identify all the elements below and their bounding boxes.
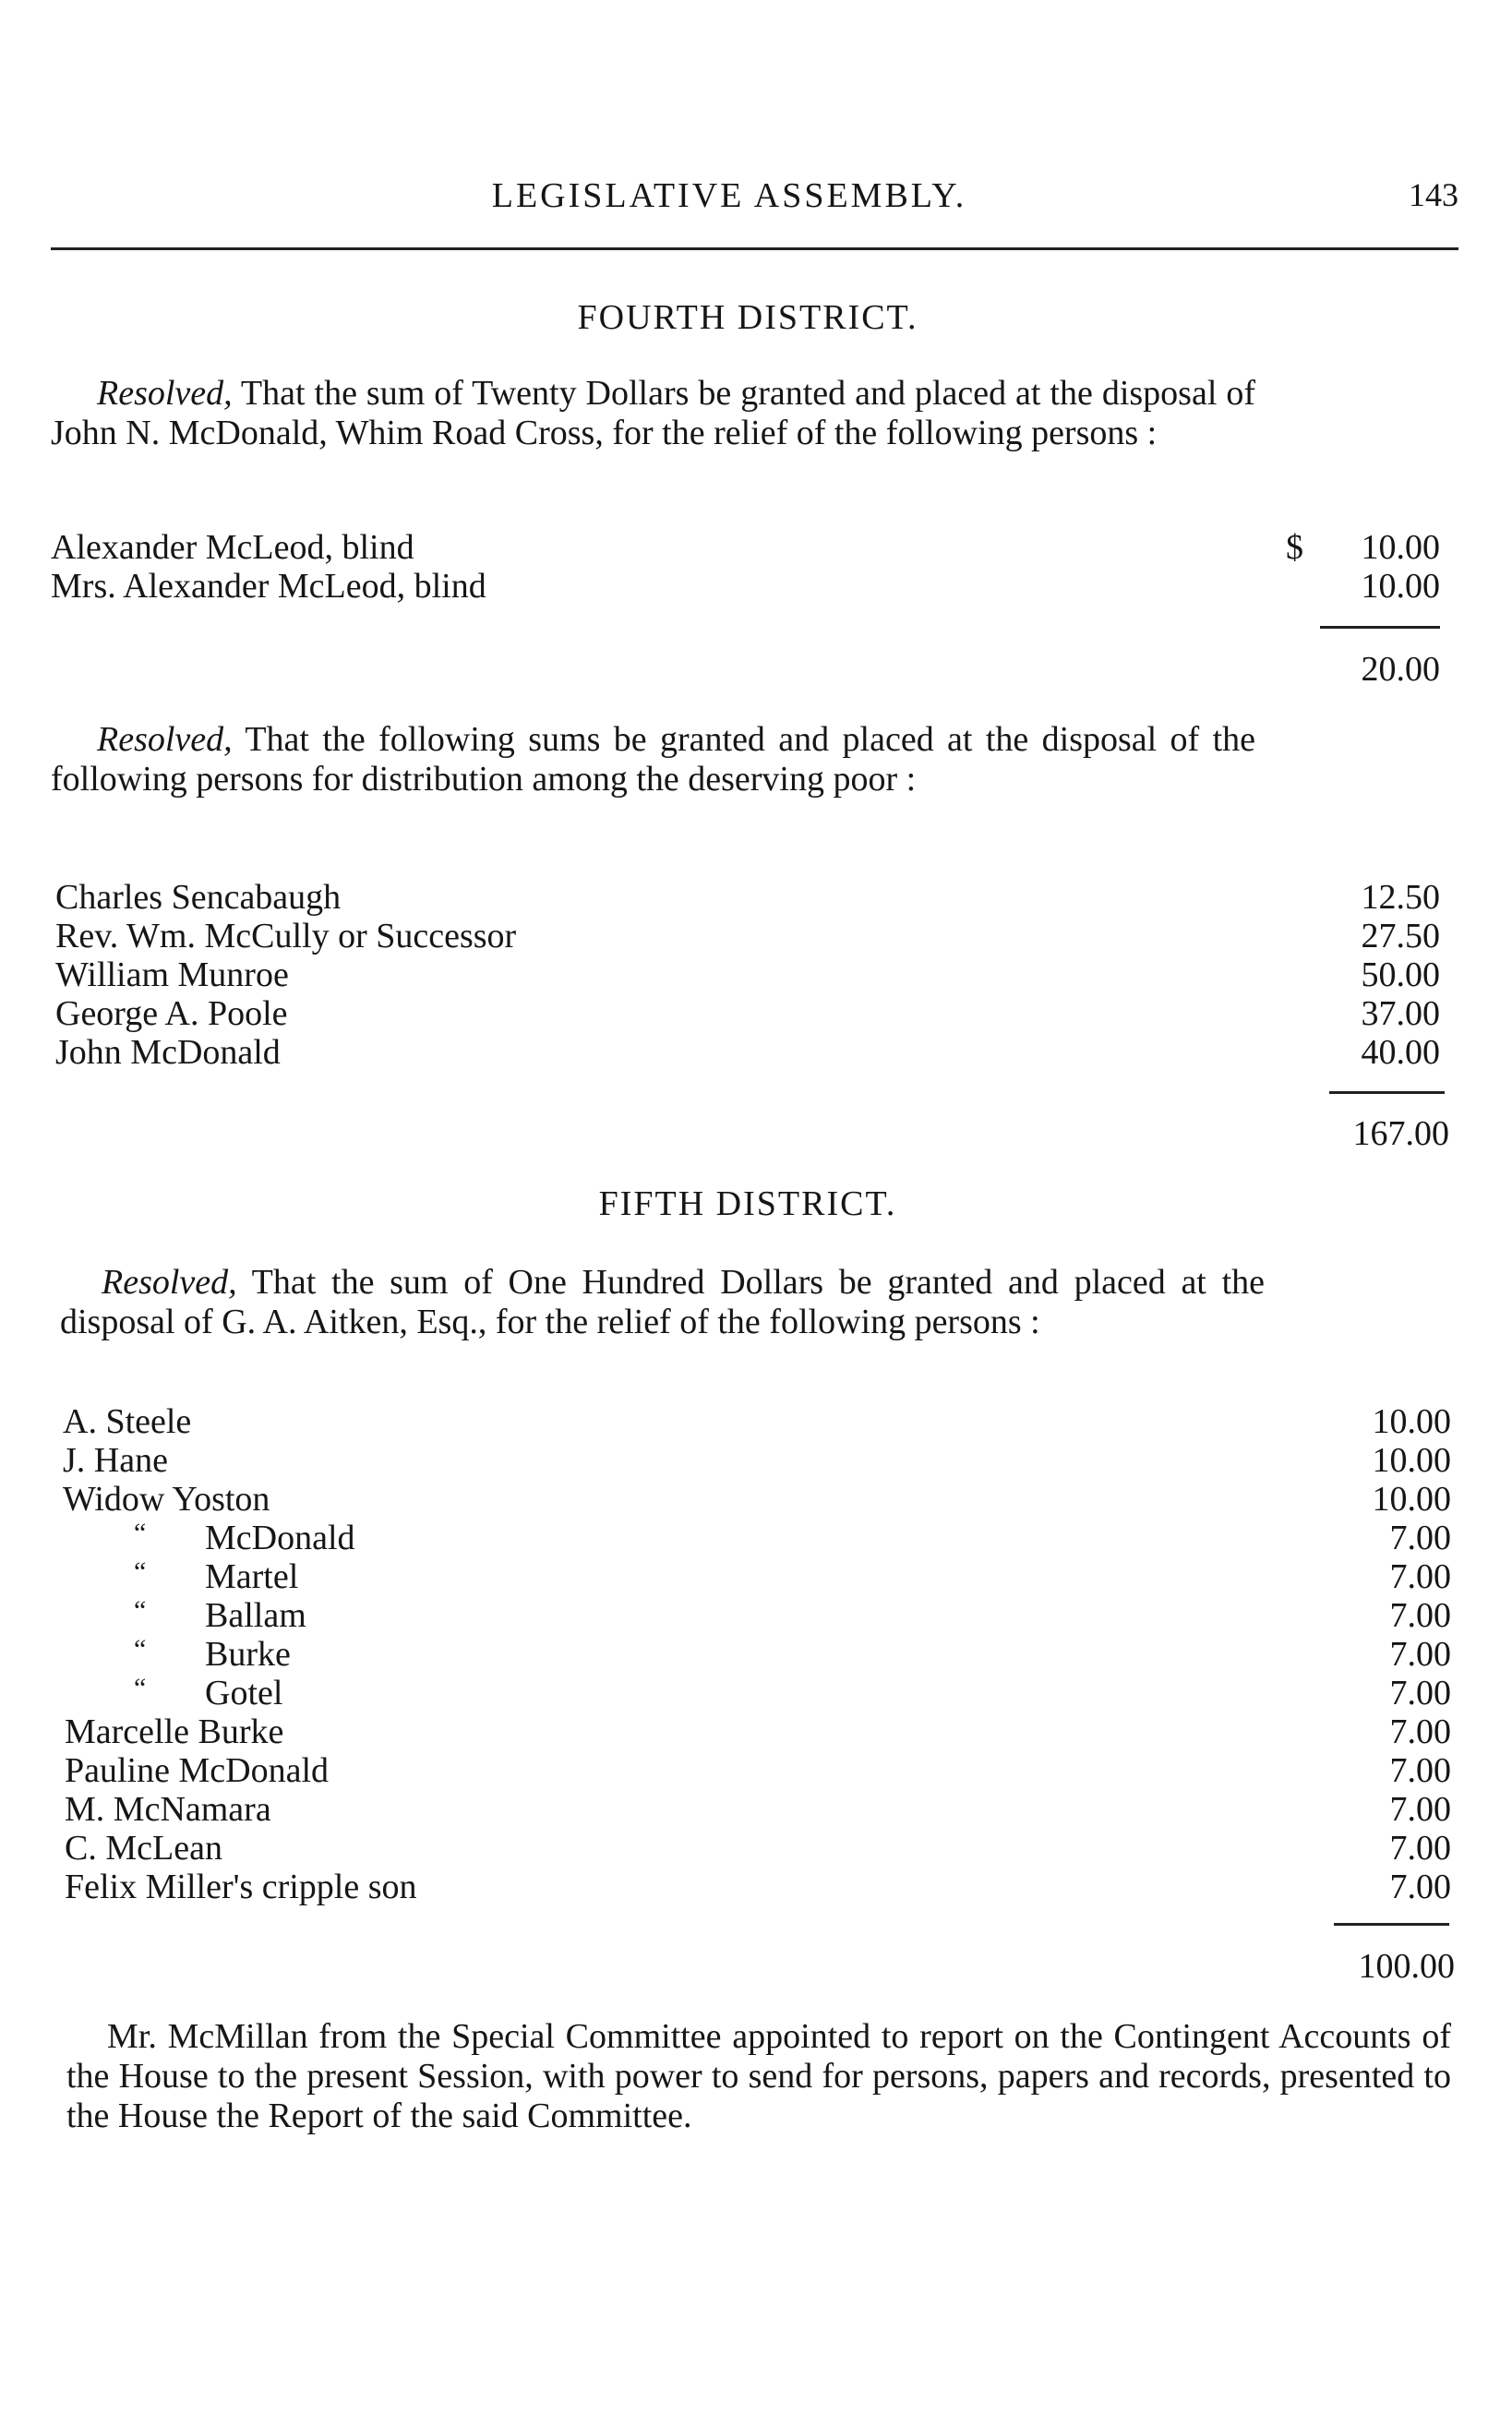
resolution-text: That the sum of Twenty Dollars be granted and placed at the disposal of John N. McDonald, Whim Road Cross, for the relief of the following persons : <box>51 374 1255 452</box>
amount: 7.00 <box>1389 1596 1451 1635</box>
ditto-mark: “ <box>134 1673 147 1703</box>
running-head-title: LEGISLATIVE ASSEMBLY. <box>491 176 967 215</box>
amount: 7.00 <box>1389 1635 1451 1674</box>
amount: 7.00 <box>1389 1557 1451 1596</box>
person-name: Pauline McDonald <box>65 1751 330 1790</box>
list-item <box>0 1789 1512 1828</box>
list-item <box>0 1712 1512 1750</box>
closing-text: Mr. McMillan from the Special Committee appointed to report on the Contingent Accounts of the House to the present Session, with power to send for persons, papers and records, presented to the House the Report of the said Committee. <box>66 2017 1451 2135</box>
amount: 10.00 <box>1372 1441 1451 1480</box>
total-rule <box>1320 626 1440 629</box>
list-item <box>0 1556 1512 1595</box>
person-name: George A. Poole <box>55 994 288 1033</box>
amount: 7.00 <box>1389 1790 1451 1829</box>
list-item <box>0 1440 1512 1479</box>
person-name: Felix Miller's cripple son <box>65 1868 417 1906</box>
subtotal-amount: 167.00 <box>1352 1114 1449 1153</box>
closing-paragraph <box>66 2017 1451 2136</box>
amount: 7.00 <box>1389 1519 1451 1557</box>
amount: 10.00 <box>1372 1402 1451 1441</box>
list-item <box>0 1595 1512 1634</box>
person-name: A. Steele <box>63 1402 192 1441</box>
list-item <box>0 1032 1512 1071</box>
section-title-fifth-district: FIFTH DISTRICT. <box>598 1184 897 1223</box>
dollar-sign: $ <box>1286 528 1303 567</box>
relief-list-2 <box>0 877 1512 1071</box>
person-name: Alexander McLeod, blind <box>51 528 414 567</box>
list-item <box>0 1867 1512 1905</box>
section-title-fourth-district: FOURTH DISTRICT. <box>577 298 918 337</box>
person-name: Widow Yoston <box>63 1480 270 1519</box>
list-item <box>0 916 1512 955</box>
resolved-label: Resolved, <box>102 1263 237 1302</box>
subtotal-amount: 20.00 <box>1361 650 1440 689</box>
amount: 40.00 <box>1361 1033 1440 1072</box>
ditto-mark: “ <box>134 1556 147 1587</box>
amount: 10.00 <box>1361 567 1440 606</box>
total-rule <box>1334 1923 1449 1926</box>
list-item <box>0 993 1512 1032</box>
person-name: Gotel <box>205 1674 283 1712</box>
list-item <box>0 527 1512 566</box>
header-rule <box>51 247 1458 250</box>
resolution-paragraph-3 <box>60 1263 1265 1342</box>
list-item <box>0 1479 1512 1518</box>
person-name: M. McNamara <box>65 1790 271 1829</box>
amount: 37.00 <box>1361 994 1440 1033</box>
resolution-text: That the following sums be granted and placed at the disposal of the following persons for distribution among the deserving poor : <box>51 720 1255 799</box>
list-item <box>0 1750 1512 1789</box>
person-name: Rev. Wm. McCully or Successor <box>55 917 517 955</box>
amount: 27.50 <box>1361 917 1440 955</box>
relief-list-3 <box>0 1401 1512 1905</box>
person-name: William Munroe <box>55 955 289 994</box>
person-name: Ballam <box>205 1596 306 1635</box>
person-name: J. Hane <box>63 1441 168 1480</box>
resolution-paragraph-2 <box>51 720 1255 799</box>
amount: 10.00 <box>1372 1480 1451 1519</box>
person-name: Charles Sencabaugh <box>55 878 342 917</box>
person-name: McDonald <box>205 1519 355 1557</box>
person-name: Martel <box>205 1557 299 1596</box>
ditto-mark: “ <box>134 1518 147 1548</box>
ditto-mark: “ <box>134 1595 147 1626</box>
resolution-text: That the sum of One Hundred Dollars be granted and placed at the disposal of G. A. Aitken, Esq., for the relief of the following persons : <box>60 1263 1265 1341</box>
list-item <box>0 1518 1512 1556</box>
amount: 12.50 <box>1361 878 1440 917</box>
resolution-paragraph-1 <box>51 374 1255 453</box>
total-rule <box>1329 1091 1445 1094</box>
amount: 7.00 <box>1389 1829 1451 1868</box>
total-amount: 100.00 <box>1358 1947 1455 1986</box>
person-name: Mrs. Alexander McLeod, blind <box>51 567 486 606</box>
amount: 7.00 <box>1389 1751 1451 1790</box>
list-item <box>0 1828 1512 1867</box>
amount: 50.00 <box>1361 955 1440 994</box>
relief-list-1 <box>0 527 1512 605</box>
page-number: 143 <box>1409 176 1458 213</box>
resolved-label: Resolved, <box>97 374 233 413</box>
list-item <box>0 566 1512 605</box>
list-item <box>0 955 1512 993</box>
list-item <box>0 1634 1512 1673</box>
person-name: C. McLean <box>65 1829 222 1868</box>
list-item <box>0 1673 1512 1712</box>
ditto-mark: “ <box>134 1634 147 1664</box>
list-item <box>0 877 1512 916</box>
person-name: Marcelle Burke <box>65 1712 284 1751</box>
person-name: John McDonald <box>55 1033 281 1072</box>
amount: 7.00 <box>1389 1868 1451 1906</box>
resolved-label: Resolved, <box>97 720 233 759</box>
amount: 10.00 <box>1361 528 1440 567</box>
running-head <box>0 175 1458 222</box>
person-name: Burke <box>205 1635 291 1674</box>
list-item <box>0 1401 1512 1440</box>
amount: 7.00 <box>1389 1674 1451 1712</box>
amount: 7.00 <box>1389 1712 1451 1751</box>
